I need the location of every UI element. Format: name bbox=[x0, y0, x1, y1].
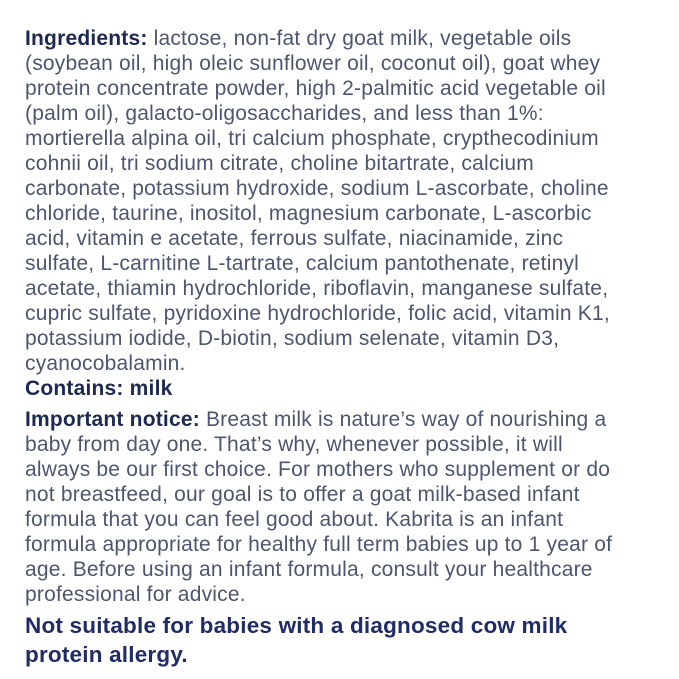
important-notice-heading: Important notice: bbox=[25, 408, 200, 431]
warning-line: protein allergy. bbox=[25, 642, 188, 667]
text-line: mortierella alpina oil, tri calcium phosphate, crypthecodinium bbox=[25, 127, 599, 150]
text-line: (soybean oil, high oleic sunflower oil, coconut oil), goat whey bbox=[25, 52, 601, 75]
text-line: acid, vitamin e acetate, ferrous sulfate, niacinamide, zinc bbox=[25, 227, 564, 250]
text-line: acetate, thiamin hydrochloride, riboflavin, manganese sulfate, bbox=[25, 277, 609, 300]
text-line: cupric sulfate, pyridoxine hydrochloride, folic acid, vitamin K1, bbox=[25, 302, 610, 325]
ingredients-heading: Ingredients: bbox=[25, 27, 148, 50]
text-line: cyanocobalamin. bbox=[25, 352, 186, 375]
text-line: (palm oil), galacto-oligosaccharides, and less than 1%: bbox=[25, 102, 544, 125]
text-line: baby from day one. That’s why, whenever possible, it will bbox=[25, 433, 563, 456]
text-line: protein concentrate powder, high 2-palmitic acid vegetable oil bbox=[25, 77, 606, 100]
contains-statement: Contains: milk bbox=[25, 377, 173, 400]
text-line: always be our first choice. For mothers who supplement or do bbox=[25, 458, 611, 481]
text-line: carbonate, potassium hydroxide, sodium L-ascorbate, choline bbox=[25, 177, 609, 200]
text-line: chloride, taurine, inositol, magnesium carbonate, L-ascorbic bbox=[25, 202, 592, 225]
text-line: professional for advice. bbox=[25, 583, 246, 606]
text-line: formula appropriate for healthy full term babies up to 1 year of bbox=[25, 533, 613, 556]
ingredients-line-text: lactose, non-fat dry goat milk, vegetable oils bbox=[147, 27, 572, 50]
text-line: potassium iodide, D-biotin, sodium selenate, vitamin D3, bbox=[25, 327, 560, 350]
notice-line-text: Breast milk is nature’s way of nourishing a bbox=[199, 408, 607, 431]
important-notice-paragraph bbox=[25, 407, 659, 607]
cow-milk-allergy-warning bbox=[25, 611, 659, 669]
ingredients-paragraph bbox=[25, 26, 659, 376]
text-line: age. Before using an infant formula, consult your healthcare bbox=[25, 558, 593, 581]
text-line bbox=[25, 26, 659, 51]
warning-line: Not suitable for babies with a diagnosed cow milk bbox=[25, 613, 568, 638]
text-line bbox=[25, 407, 659, 432]
text-line: not breastfeed, our goal is to offer a goat milk-based infant bbox=[25, 483, 580, 506]
text-line: sulfate, L-carnitine L-tartrate, calcium pantothenate, retinyl bbox=[25, 252, 580, 275]
text-line: cohnii oil, tri sodium citrate, choline bitartrate, calcium bbox=[25, 152, 535, 175]
text-line: formula that you can feel good about. Kabrita is an infant bbox=[25, 508, 564, 531]
